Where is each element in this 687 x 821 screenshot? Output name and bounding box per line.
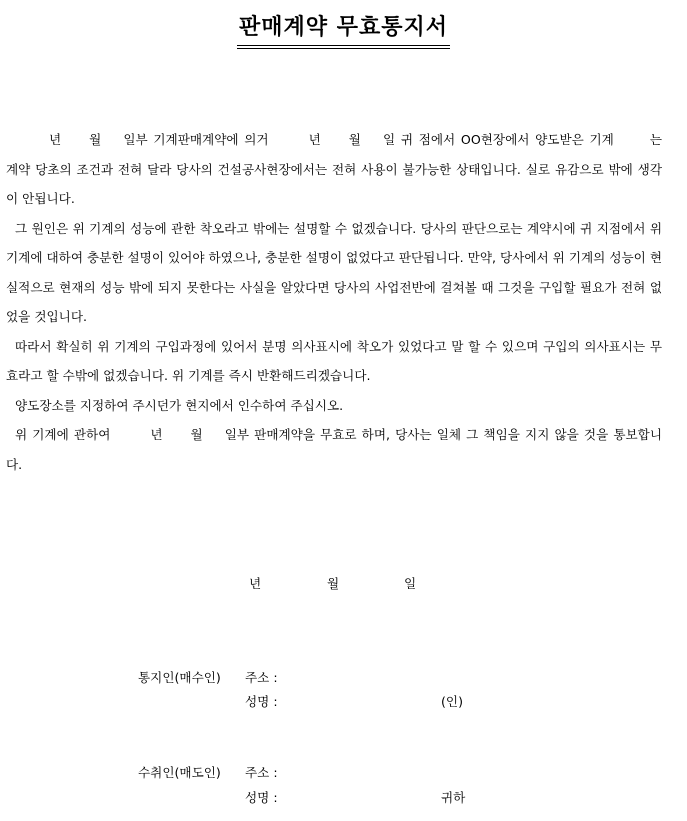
recipient-honorific: 귀하 [441, 790, 466, 805]
p5-text-a: 위 기계에 관하여 [15, 427, 111, 442]
date-day: 일 [404, 576, 417, 591]
paragraph-4: 양도장소를 지정하여 주시던가 현지에서 인수하여 주십시오. [15, 397, 344, 413]
notifier-address-label: 주소 : [245, 670, 278, 685]
recipient-address-label: 주소 : [245, 765, 278, 780]
p1-text-a: 일부 기계판매계약에 의거 [123, 132, 269, 147]
p1-month-2: 월 [348, 132, 361, 147]
p5-month: 월 [190, 427, 203, 442]
p1-year-2: 년 [308, 132, 321, 147]
paragraph-1 [6, 125, 662, 214]
paragraph-5 [6, 420, 662, 479]
date-year: 년 [249, 576, 262, 591]
paragraph-2: 그 원인은 위 기계의 성능에 관한 착오라고 밖에는 설명할 수 없겠습니다. 당사의 판단으로는 계약시에 귀 지점에서 위 기계에 대하여 충분한 설명이 있어야 하였으나, 충분한 설명이 없었다고 판단됩니다. 만약, 당사에서 위 기계의 성능이 현실적으로 현재의 성능 밖에 되지 못한다는 사실을 알았다면 당사의 사업전반에 걸쳐볼 때 그것을 구입할 필요가 전혀 없었을 것입니다. [6, 220, 663, 324]
document-title: 판매계약 무효통지서 [237, 12, 450, 49]
notifier-name-label: 성명 : [245, 694, 278, 709]
p1-year: 년 [49, 132, 62, 147]
notifier-role: 통지인(매수인) [138, 670, 221, 685]
notifier-seal: (인) [441, 694, 463, 709]
title-container [0, 12, 687, 49]
recipient-name-label: 성명 : [245, 790, 278, 805]
p1-text-c: 는 계약 당초의 조건과 전혀 달라 당사의 건설공사현장에서는 전혀 사용이 불가능한 상태입니다. 실로 유감으로 밖에 생각이 안됩니다. [6, 132, 663, 206]
p5-year: 년 [150, 427, 163, 442]
document-body [6, 125, 662, 479]
date-month: 월 [327, 576, 340, 591]
p5-text-b: 일부 판매계약을 무효로 하며, 당사는 일체 그 책임을 지지 않을 것을 통보합니다. [6, 427, 662, 472]
p1-text-b: 일 귀 점에서 OO현장에서 양도받은 기계 [382, 132, 614, 147]
paragraph-3: 따라서 확실히 위 기계의 구입과정에 있어서 분명 의사표시에 착오가 있었다고 말 할 수 있으며 구입의 의사표시는 무효라고 할 수밖에 없겠습니다. 위 기계를 즉시 반환해드리겠습니다. [6, 338, 662, 383]
recipient-role: 수취인(매도인) [138, 765, 221, 780]
p1-month: 월 [89, 132, 102, 147]
